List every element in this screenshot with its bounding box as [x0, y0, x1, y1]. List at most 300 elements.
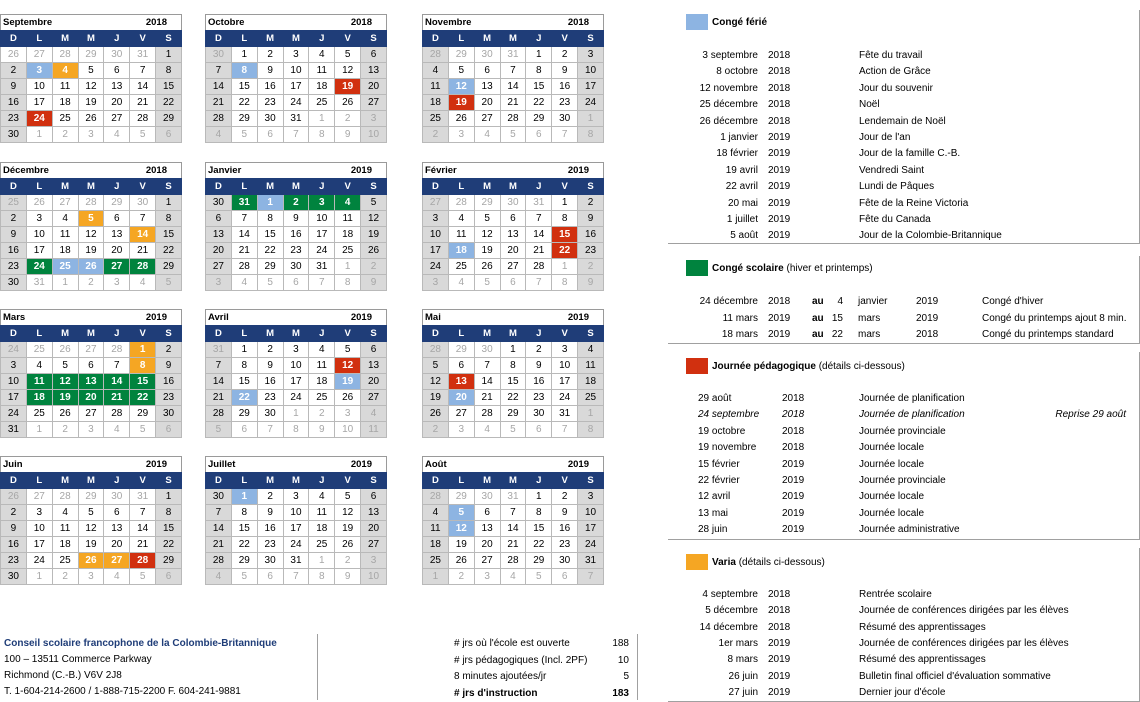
scolaire-end-month: mars — [858, 329, 881, 341]
day-cell: 11 — [578, 358, 604, 374]
stats-box — [446, 634, 638, 700]
day-cell: 8 — [309, 569, 335, 585]
scolaire-end-day: 4 — [837, 296, 843, 307]
day-cell: 25 — [335, 243, 361, 259]
ferie-year: 2019 — [768, 181, 791, 193]
day-cell: 6 — [156, 127, 182, 143]
day-cell: 12 — [448, 79, 474, 95]
day-cell: 10 — [309, 211, 335, 227]
day-cell: 6 — [526, 127, 552, 143]
varia-year: 2018 — [768, 621, 791, 633]
day-cell: 21 — [206, 390, 232, 406]
day-cell: 27 — [78, 342, 104, 358]
day-cell: 22 — [130, 390, 156, 406]
day-cell: 20 — [206, 243, 232, 259]
weekday-label: M — [78, 473, 104, 489]
day-cell: 14 — [130, 521, 156, 537]
day-cell: 31 — [1, 422, 27, 438]
scolaire-au: au — [812, 329, 824, 341]
day-cell: 1 — [335, 259, 361, 275]
week-row — [1, 275, 182, 291]
day-cell: 12 — [335, 63, 361, 79]
day-cell: 20 — [448, 390, 474, 406]
day-cell: 30 — [156, 406, 182, 422]
weekday-label: S — [578, 326, 604, 342]
ferie-date: 25 décembre — [699, 99, 758, 111]
month-year: 2019 — [145, 312, 167, 323]
day-cell: 1 — [526, 47, 552, 63]
day-cell: 25 — [309, 390, 335, 406]
weekday-label: J — [526, 179, 552, 195]
day-cell: 27 — [26, 47, 52, 63]
day-cell: 31 — [206, 342, 232, 358]
day-cell: 30 — [552, 553, 578, 569]
weekday-label: S — [361, 179, 387, 195]
day-cell: 10 — [26, 521, 52, 537]
pedagogique-year: 2018 — [782, 409, 805, 421]
day-cell: 17 — [309, 227, 335, 243]
weekday-label: L — [26, 326, 52, 342]
scolaire-end-year: 2018 — [916, 329, 939, 341]
contact-name: Conseil scolaire francophone de la Colombie-Britannique — [4, 638, 277, 649]
day-cell: 27 — [474, 553, 500, 569]
ferie-row — [0, 198, 1140, 212]
day-cell: 4 — [206, 569, 232, 585]
day-cell: 13 — [206, 227, 232, 243]
weekday-label: M — [474, 31, 500, 47]
day-cell: 31 — [283, 553, 309, 569]
day-cell: 2 — [448, 569, 474, 585]
weekday-label: M — [78, 179, 104, 195]
stat-value: 183 — [612, 687, 629, 699]
day-cell: 6 — [206, 211, 232, 227]
pedagogique-date: 15 février — [698, 458, 740, 470]
scolaire-start-year: 2019 — [768, 329, 791, 341]
day-cell: 18 — [423, 95, 449, 111]
day-cell: 14 — [130, 227, 156, 243]
day-cell: 22 — [231, 390, 257, 406]
day-cell: 16 — [552, 521, 578, 537]
day-cell: 7 — [526, 211, 552, 227]
ferie-row — [0, 181, 1140, 195]
day-cell: 24 — [309, 243, 335, 259]
day-cell: 3 — [361, 553, 387, 569]
day-cell: 30 — [1, 127, 27, 143]
day-cell: 27 — [78, 406, 104, 422]
varia-date: 26 juin — [728, 670, 758, 682]
day-cell: 15 — [257, 227, 283, 243]
day-cell: 18 — [52, 537, 78, 553]
pedagogique-row — [0, 475, 1140, 489]
day-cell: 8 — [156, 211, 182, 227]
day-cell: 11 — [309, 358, 335, 374]
weekday-label: M — [257, 179, 283, 195]
day-cell: 29 — [526, 553, 552, 569]
varia-year: 2019 — [768, 637, 791, 649]
ferie-year: 2018 — [768, 50, 791, 61]
day-cell: 1 — [231, 342, 257, 358]
week-row — [206, 374, 387, 390]
pedagogique-label: Journée de planification — [859, 409, 965, 421]
day-cell: 3 — [283, 47, 309, 63]
pedagogique-date: 19 novembre — [698, 442, 757, 454]
pedagogique-label: Journée locale — [859, 442, 925, 454]
day-cell: 28 — [130, 259, 156, 275]
day-cell: 8 — [309, 127, 335, 143]
day-cell: 11 — [52, 227, 78, 243]
weekday-label: J — [309, 31, 335, 47]
day-cell: 28 — [206, 406, 232, 422]
month-name: Avril — [208, 312, 229, 323]
scolaire-start: 24 décembre — [699, 296, 758, 307]
day-cell: 9 — [1, 521, 27, 537]
day-cell: 4 — [104, 127, 130, 143]
weekday-label: S — [156, 31, 182, 47]
varia-date: 1er mars — [718, 637, 758, 649]
day-cell: 6 — [552, 569, 578, 585]
weekday-header-row — [423, 31, 604, 47]
day-cell: 2 — [1, 505, 27, 521]
day-cell: 14 — [231, 227, 257, 243]
ferie-title: Congé férié — [712, 16, 768, 28]
ferie-label: Fête du travail — [859, 50, 923, 61]
day-cell: 9 — [1, 79, 27, 95]
day-cell: 12 — [78, 521, 104, 537]
day-cell: 3 — [448, 422, 474, 438]
day-cell: 9 — [1, 227, 27, 243]
day-cell: 24 — [283, 390, 309, 406]
day-cell: 21 — [206, 95, 232, 111]
ferie-date: 20 mai — [727, 197, 758, 209]
varia-date: 14 décembre — [699, 621, 758, 633]
day-cell: 22 — [500, 390, 526, 406]
day-cell: 27 — [474, 111, 500, 127]
month-name: Juin — [3, 459, 23, 470]
day-cell: 16 — [257, 521, 283, 537]
legend-ferie — [686, 14, 767, 30]
day-cell: 4 — [474, 422, 500, 438]
day-cell: 6 — [104, 211, 130, 227]
day-cell: 26 — [335, 537, 361, 553]
day-cell: 7 — [206, 63, 232, 79]
ferie-label: Jour du souvenir — [859, 82, 933, 94]
day-cell: 3 — [283, 489, 309, 505]
ferie-date: 5 août — [730, 230, 758, 242]
day-cell: 31 — [231, 195, 257, 211]
day-cell: 26 — [52, 406, 78, 422]
day-cell: 12 — [52, 374, 78, 390]
month-year: 2018 — [145, 165, 167, 176]
pedagogique-row — [0, 442, 1140, 456]
day-cell: 21 — [526, 243, 552, 259]
day-cell: 7 — [130, 63, 156, 79]
day-cell: 6 — [526, 422, 552, 438]
pedagogique-swatch — [686, 358, 708, 374]
day-cell: 16 — [156, 374, 182, 390]
month-name: Octobre — [208, 17, 245, 28]
pedagogique-label: Journée de planification — [859, 393, 965, 404]
day-cell: 3 — [423, 275, 449, 291]
day-cell: 17 — [26, 537, 52, 553]
day-cell: 19 — [78, 243, 104, 259]
ferie-label: Jour de l'an — [859, 132, 911, 143]
pedagogique-year: 2019 — [782, 507, 805, 519]
week-row — [1, 569, 182, 585]
weekday-label: L — [448, 326, 474, 342]
day-cell: 30 — [1, 569, 27, 585]
weekday-label: J — [309, 179, 335, 195]
day-cell: 2 — [78, 275, 104, 291]
day-cell: 13 — [474, 521, 500, 537]
weekday-label: M — [500, 179, 526, 195]
weekday-label: S — [156, 179, 182, 195]
day-cell: 15 — [526, 521, 552, 537]
day-cell: 27 — [361, 537, 387, 553]
day-cell: 6 — [474, 63, 500, 79]
day-cell: 5 — [130, 422, 156, 438]
day-cell: 23 — [257, 95, 283, 111]
weekday-label: M — [257, 326, 283, 342]
ferie-date: 26 décembre — [699, 115, 758, 127]
day-cell: 17 — [423, 243, 449, 259]
day-cell: 14 — [104, 374, 130, 390]
week-row — [1, 537, 182, 553]
ferie-date: 19 avril — [725, 164, 758, 176]
month-name: Mars — [3, 312, 26, 323]
day-cell: 4 — [309, 489, 335, 505]
day-cell: 8 — [526, 505, 552, 521]
day-cell: 19 — [335, 79, 361, 95]
day-cell: 31 — [500, 47, 526, 63]
day-cell: 3 — [1, 358, 27, 374]
month-year: 2018 — [145, 17, 167, 28]
weekday-label: M — [500, 326, 526, 342]
day-cell: 4 — [361, 406, 387, 422]
ferie-year: 2019 — [768, 230, 791, 242]
day-cell: 7 — [500, 505, 526, 521]
day-cell: 26 — [474, 259, 500, 275]
day-cell: 4 — [448, 211, 474, 227]
day-cell: 13 — [361, 505, 387, 521]
day-cell: 8 — [231, 358, 257, 374]
day-cell: 18 — [26, 390, 52, 406]
legend-varia — [686, 554, 825, 570]
weekday-label: M — [52, 326, 78, 342]
day-cell: 15 — [156, 79, 182, 95]
ferie-year: 2019 — [768, 148, 791, 160]
weekday-label: J — [526, 326, 552, 342]
day-cell: 17 — [283, 521, 309, 537]
day-cell: 14 — [500, 79, 526, 95]
day-cell: 18 — [309, 521, 335, 537]
week-row — [423, 243, 604, 259]
day-cell: 19 — [335, 374, 361, 390]
day-cell: 20 — [361, 79, 387, 95]
legend-pedagogique — [686, 358, 905, 374]
day-cell: 19 — [448, 95, 474, 111]
weekday-label: J — [526, 31, 552, 47]
day-cell: 2 — [552, 489, 578, 505]
day-cell: 1 — [26, 127, 52, 143]
varia-year: 2019 — [768, 654, 791, 666]
day-cell: 25 — [423, 111, 449, 127]
pedagogique-row — [0, 409, 1140, 423]
weekday-label: L — [448, 473, 474, 489]
day-cell: 28 — [500, 111, 526, 127]
day-cell: 2 — [552, 47, 578, 63]
weekday-label: D — [1, 326, 27, 342]
day-cell: 27 — [448, 406, 474, 422]
day-cell: 3 — [26, 211, 52, 227]
pedagogique-row — [0, 459, 1140, 473]
day-cell: 16 — [257, 374, 283, 390]
weekday-label: S — [156, 473, 182, 489]
varia-label: Bulletin final officiel d'évaluation sommative — [859, 670, 1051, 682]
pedagogique-row — [0, 491, 1140, 505]
day-cell: 28 — [130, 553, 156, 569]
weekday-label: V — [552, 473, 578, 489]
day-cell: 23 — [1, 111, 27, 127]
day-cell: 23 — [1, 553, 27, 569]
stat-label: 8 minutes ajoutées/jr — [454, 671, 547, 682]
day-cell: 3 — [104, 275, 130, 291]
day-cell: 20 — [500, 243, 526, 259]
day-cell: 24 — [26, 111, 52, 127]
pedagogique-year: 2019 — [782, 491, 805, 503]
contact-address-1: 100 – 13511 Commerce Parkway — [4, 654, 152, 665]
legend-scolaire — [686, 260, 873, 276]
day-cell: 9 — [552, 63, 578, 79]
ferie-label: Fête du Canada — [859, 214, 931, 225]
day-cell: 11 — [26, 374, 52, 390]
pedagogique-date: 28 juin — [698, 524, 728, 536]
day-cell: 29 — [526, 111, 552, 127]
day-cell: 22 — [257, 243, 283, 259]
ferie-date: 3 septembre — [702, 50, 758, 61]
day-cell: 3 — [283, 342, 309, 358]
day-cell: 15 — [130, 374, 156, 390]
day-cell: 12 — [423, 374, 449, 390]
week-row — [423, 259, 604, 275]
day-cell: 8 — [578, 127, 604, 143]
day-cell: 18 — [448, 243, 474, 259]
day-cell: 16 — [552, 79, 578, 95]
weekday-label: V — [335, 31, 361, 47]
day-cell: 7 — [309, 275, 335, 291]
day-cell: 7 — [283, 127, 309, 143]
day-cell: 3 — [26, 505, 52, 521]
day-cell: 20 — [474, 95, 500, 111]
day-cell: 2 — [52, 569, 78, 585]
scolaire-label: Congé du printemps standard — [982, 329, 1114, 341]
day-cell: 28 — [104, 342, 130, 358]
weekday-label: L — [231, 31, 257, 47]
day-cell: 1 — [26, 422, 52, 438]
day-cell: 8 — [130, 358, 156, 374]
day-cell: 24 — [1, 406, 27, 422]
weekday-label: J — [104, 326, 130, 342]
day-cell: 29 — [130, 406, 156, 422]
pedagogique-date: 29 août — [698, 393, 732, 404]
day-cell: 30 — [206, 47, 232, 63]
scolaire-swatch — [686, 260, 708, 276]
day-cell: 20 — [361, 374, 387, 390]
day-cell: 5 — [156, 275, 182, 291]
day-cell: 12 — [474, 227, 500, 243]
day-cell: 27 — [52, 195, 78, 211]
weekday-label: M — [78, 326, 104, 342]
weekday-label: V — [130, 31, 156, 47]
month-name: Septembre — [3, 17, 53, 28]
day-cell: 28 — [104, 406, 130, 422]
week-row — [206, 553, 387, 569]
day-cell: 9 — [257, 505, 283, 521]
day-cell: 17 — [552, 374, 578, 390]
day-cell: 25 — [1, 195, 27, 211]
scolaire-start-year: 2019 — [768, 312, 791, 324]
day-cell: 26 — [335, 95, 361, 111]
day-cell: 7 — [474, 358, 500, 374]
day-cell: 15 — [156, 227, 182, 243]
month-name: Décembre — [3, 165, 49, 176]
day-cell: 24 — [423, 259, 449, 275]
pedagogique-year: 2019 — [782, 458, 805, 470]
ferie-row — [0, 165, 1140, 179]
day-cell: 6 — [500, 211, 526, 227]
day-cell: 20 — [104, 243, 130, 259]
day-cell: 6 — [257, 569, 283, 585]
day-cell: 10 — [283, 358, 309, 374]
ferie-label: Noël — [859, 99, 880, 111]
day-cell: 6 — [500, 275, 526, 291]
day-cell: 30 — [104, 489, 130, 505]
day-cell: 29 — [448, 489, 474, 505]
scolaire-end-year: 2019 — [916, 312, 939, 324]
day-cell: 5 — [52, 358, 78, 374]
day-cell: 3 — [335, 406, 361, 422]
weekday-label: J — [309, 326, 335, 342]
scolaire-label: Congé du printemps ajout 8 min. — [982, 312, 1127, 324]
day-cell: 14 — [130, 79, 156, 95]
day-cell: 1 — [309, 111, 335, 127]
day-cell: 16 — [283, 227, 309, 243]
day-cell: 20 — [104, 95, 130, 111]
varia-title: Varia — [712, 556, 736, 568]
day-cell: 7 — [526, 275, 552, 291]
day-cell: 5 — [78, 505, 104, 521]
day-cell: 13 — [104, 79, 130, 95]
day-cell: 31 — [309, 259, 335, 275]
day-cell: 1 — [578, 111, 604, 127]
weekday-label: S — [578, 473, 604, 489]
day-cell: 31 — [130, 47, 156, 63]
day-cell: 7 — [206, 358, 232, 374]
day-cell: 31 — [283, 111, 309, 127]
day-cell: 8 — [156, 505, 182, 521]
varia-label: Résumé des apprentissages — [859, 621, 986, 633]
day-cell: 29 — [78, 47, 104, 63]
day-cell: 1 — [52, 275, 78, 291]
day-cell: 13 — [104, 227, 130, 243]
varia-year: 2018 — [768, 589, 791, 600]
month-year: 2018 — [567, 17, 589, 28]
day-cell: 16 — [257, 79, 283, 95]
day-cell: 23 — [257, 390, 283, 406]
day-cell: 7 — [578, 569, 604, 585]
day-cell: 10 — [26, 79, 52, 95]
weekday-label: L — [231, 326, 257, 342]
day-cell: 10 — [552, 358, 578, 374]
